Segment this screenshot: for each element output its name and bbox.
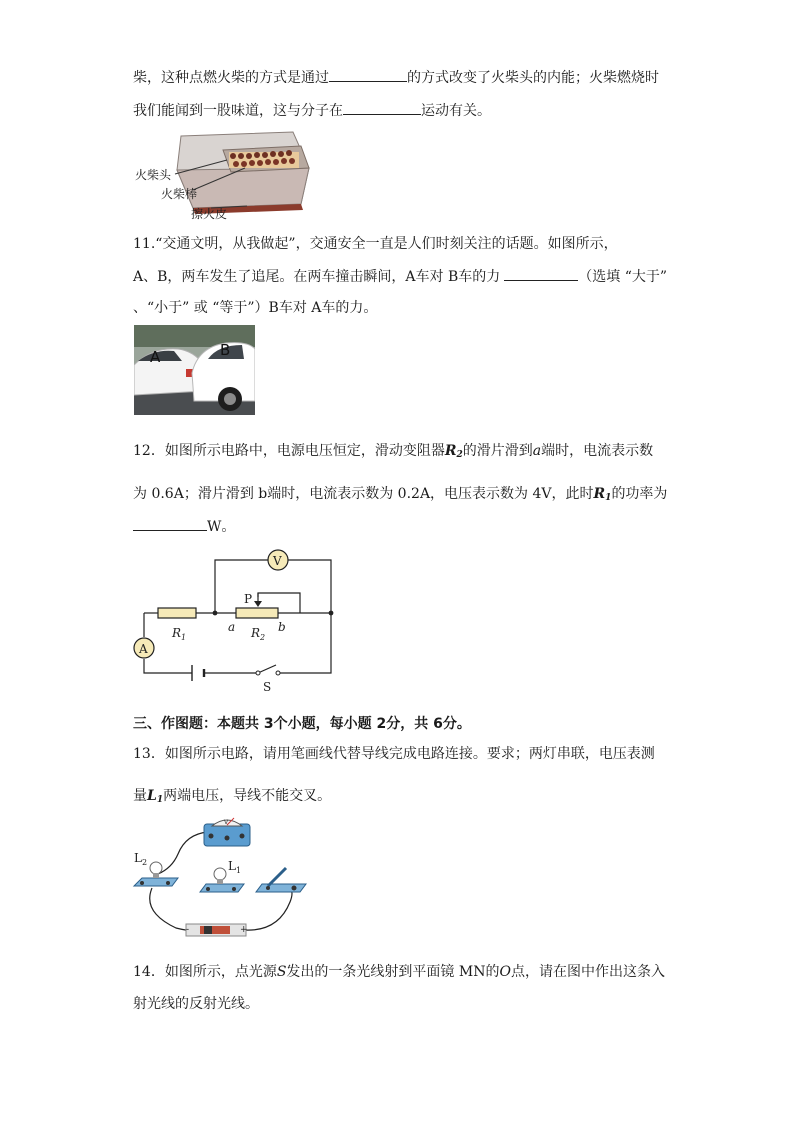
label-match-head: 火柴头 xyxy=(135,168,172,182)
resistor-r1 xyxy=(158,608,196,618)
q13-line-2 xyxy=(133,786,331,810)
q10-text-c: 我们能闻到一股味道，这与分子在 xyxy=(133,103,343,119)
q12-text-f: W。 xyxy=(207,519,236,535)
q12-text-d: 为 0.6A；滑片滑到 b端时，电流表示数为 0.2A，电压表示数为 4V，此时 xyxy=(133,486,594,502)
q10-text-b: 的方式改变了火柴头的内能；火柴燃烧时 xyxy=(407,70,659,86)
q12-symbol-r1: $R_1$ xyxy=(593,486,612,503)
q10-line-2 xyxy=(133,100,491,121)
bulb-l1-glass xyxy=(214,868,226,880)
label-minus: - xyxy=(186,925,190,935)
label-r1: $R_1$ xyxy=(172,626,187,642)
q11-blank[interactable] xyxy=(504,266,578,281)
q10-blank-1[interactable] xyxy=(329,67,407,82)
label-switch: S xyxy=(263,680,272,694)
q14-line-2: 射光线的反射光线。 xyxy=(133,996,259,1012)
q14-text-a: 14．如图所示，点光源 xyxy=(133,964,277,980)
q10-line-1 xyxy=(133,67,659,88)
circuit-diagram-q12 xyxy=(128,545,348,695)
q12-line-2 xyxy=(133,484,667,508)
q14-symbol-o: O xyxy=(499,964,511,980)
q10-blank-2[interactable] xyxy=(343,100,421,115)
q12-line-1 xyxy=(133,441,653,465)
label-l2: $L_2$ xyxy=(134,851,148,867)
matchbox-figure xyxy=(133,128,313,228)
q14-line-1 xyxy=(133,962,665,982)
q12-text-a: 12．如图所示电路中，电源电压恒定，滑动变阻器 xyxy=(133,443,445,459)
resistor-r2 xyxy=(236,608,278,618)
q11-line-3: 、“小于” 或 “等于”）B车对 A车的力。 xyxy=(133,300,378,316)
label-voltmeter: V xyxy=(273,554,282,568)
label-striking-strip: 擦火皮 xyxy=(191,207,228,221)
q12-text-b: 的滑片滑到 xyxy=(462,443,533,459)
circuit-svg xyxy=(128,545,348,695)
q12-line-3 xyxy=(133,516,235,537)
q11-line-1: 11.“交通文明，从我做起”，交通安全一直是人们时刻关注的话题。如图所示， xyxy=(133,236,618,252)
circuit-components-svg xyxy=(128,812,313,947)
matchbox-illustration xyxy=(133,128,313,228)
q12-end-a: a xyxy=(532,443,542,459)
bulb-l2-glass xyxy=(150,862,162,874)
q14-text-c: 点，请在图中作出这条入 xyxy=(510,964,665,980)
switch-lever xyxy=(268,868,286,886)
q13-symbol-l1: $L_1$ xyxy=(147,788,164,805)
cars-collision-photo xyxy=(134,325,255,415)
q13-text-b: 两端电压，导线不能交叉。 xyxy=(163,788,332,804)
circuit-diagram-q13 xyxy=(128,812,313,947)
q11-line-2 xyxy=(133,266,667,287)
q13-line-1: 13．如图所示电路，请用笔画线代替导线完成电路连接。要求；两灯串联，电压表测 xyxy=(133,746,655,762)
label-match-stick: 火柴棒 xyxy=(161,187,198,201)
match-heads xyxy=(229,150,299,168)
cars-illustration xyxy=(134,325,255,415)
section-3-heading: 三、作图题：本题共 3个小题，每小题 2分，共 6分。 xyxy=(133,716,471,732)
q13-text-a: 量 xyxy=(133,788,147,804)
label-ammeter: A xyxy=(139,642,148,656)
label-meter: V xyxy=(224,819,229,826)
q12-symbol-r2: $R_2$ xyxy=(444,443,463,460)
label-r2: $R_2$ xyxy=(251,626,266,642)
q14-text-b: 发出的一条光线射到平面镜 MN的 xyxy=(286,964,500,980)
q11-text-b: （选填 “大于” xyxy=(578,269,668,285)
q12-blank[interactable] xyxy=(133,516,207,531)
label-plus: + xyxy=(240,925,248,935)
label-car-b: B xyxy=(220,341,231,359)
label-l1: $L_1$ xyxy=(228,859,242,875)
label-end-a: a xyxy=(228,620,236,634)
q14-symbol-s: S xyxy=(276,964,287,980)
q12-text-e: 的功率为 xyxy=(611,486,668,502)
switch-base xyxy=(256,884,306,892)
label-slider-p: P xyxy=(244,592,253,606)
q12-text-c: 端时，电流表示数 xyxy=(541,443,654,459)
q10-text-a: 柴，这种点燃火柴的方式是通过 xyxy=(133,70,329,86)
q11-text-a: A、B，两车发生了追尾。在两车撞击瞬间，A车对 B车的力 xyxy=(133,269,501,285)
label-car-a: A xyxy=(150,348,161,366)
label-end-b: b xyxy=(278,620,286,634)
q10-text-d: 运动有关。 xyxy=(421,103,491,119)
